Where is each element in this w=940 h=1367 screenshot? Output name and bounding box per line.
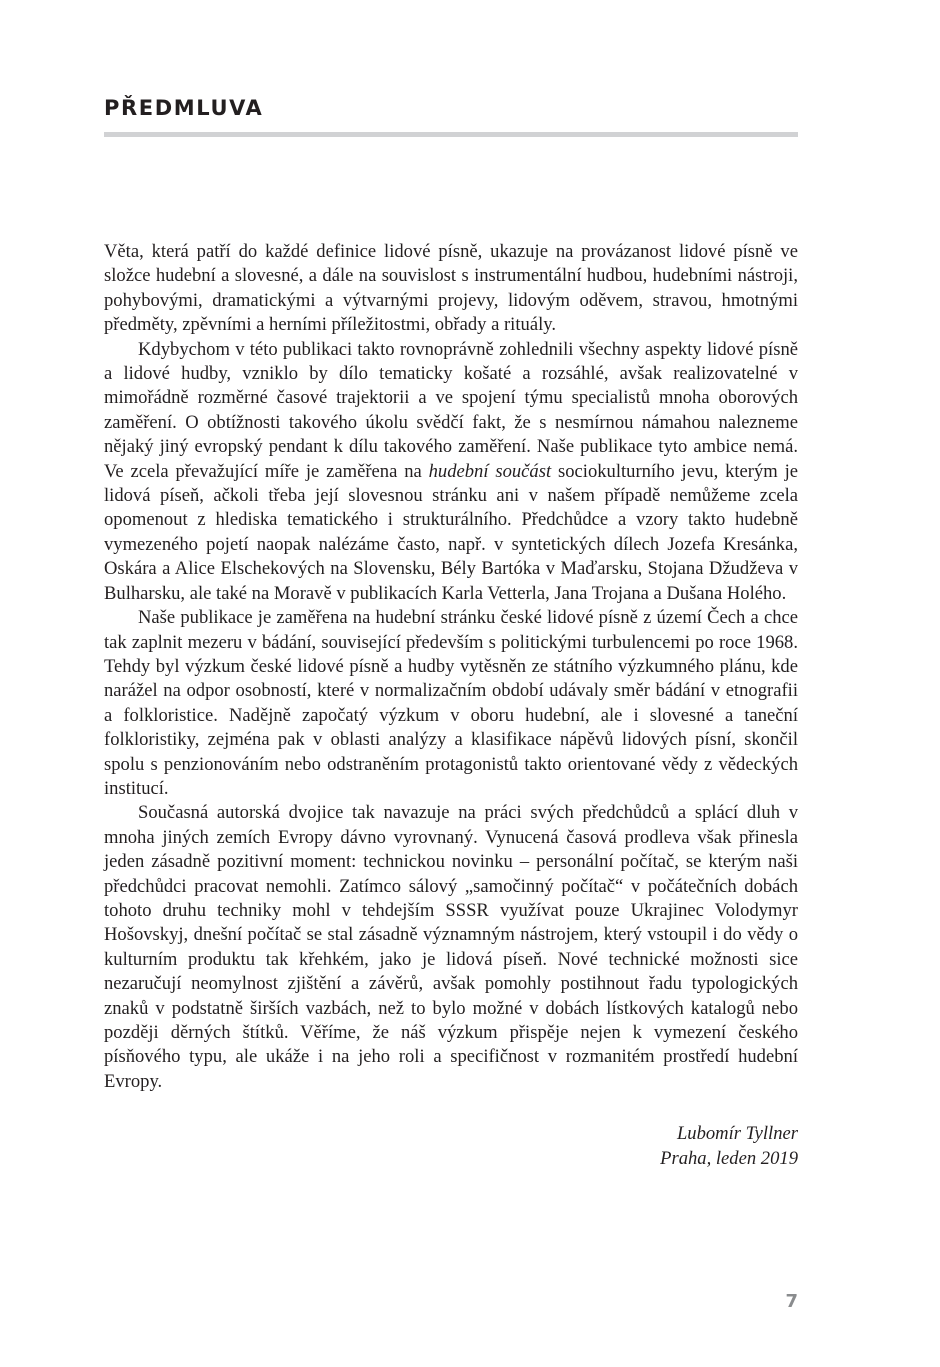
paragraph-3: Naše publikace je zaměřena na hudební stránku české lidové písně z území Čech a chce tak zaplnit mezeru v bádání, související především s politickými turbulencemi po roce 1968. Tehdy byl výzkum české lidové písně a hudby vytěsněn ze státního výzkumného plánu, kde narážel na odpor osobností, které v normalizačním období udávaly směr bádání v etnografii a folkloristice. Nadějně započatý výzkum v oboru hudební, ale i slovesné a taneční folkloristiky, zejména pak v oblasti analýzy a klasifikace nápěvů lidových písní, skončil spolu s penzionováním nebo odstraněním protagonistů takto orientované vědy z vědeckých institucí.	[104, 607, 798, 799]
paragraph-1: Věta, která patří do každé definice lidové písně, ukazuje na provázanost lidové písně ve složce hudební a slovesné, a dále na souvislost s instrumentální hudbou, hudebními nástroji, pohybovými, dramatickými a výtvarnými projevy, lidovým oděvem, stravou, hmotnými předměty, zpěvními a herními příležitostmi, obřady a rituály.	[104, 241, 798, 336]
paragraph-2-part-1: Kdybychom v této publikaci takto rovnoprávně zohlednili všechny aspekty lidové písně a lidové hudby, vzniklo by dílo tematicky košaté a rozsáhlé, avšak realizovatelné v mimořádně rozměrné časové trajektorii a ve spojení týmu specialistů mnoha oborových zaměření. O obtížnosti takového úkolu svědčí fakt, že s nesmírnou námahou nalezneme nějaký jiný evropský pendant k dílu takového zaměření. Naše publikace tyto ambice nemá. Ve zcela převažující míře je zaměřena na	[104, 338, 798, 482]
heading-underline-rule	[104, 132, 798, 137]
page-number: 7	[785, 1291, 798, 1312]
signature-block	[660, 1121, 798, 1171]
signature-place-date: Praha, leden 2019	[660, 1148, 798, 1169]
paragraph-2-part-2: sociokulturního jevu, kterým je lidová píseň, ačkoli třeba její slovesnou stránku ani v našem případě nemůžeme zcela opomenout z hlediska tematického i strukturálního. Předchůdce a vzory takto hudebně vymezeného pojetí naopak nalézáme často, např. v syntetických dílech Jozefa Kresánka, Oskára a Alice Elschekových na Slovensku, Bély Bartóka v Maďarsku, Stojana Džudževa v Bulharsku, ale také na Moravě v publikacích Karla Vetterla, Jana Trojana a Dušana Holého.	[104, 460, 799, 604]
signature-author: Lubomír Tyllner	[676, 1123, 798, 1144]
chapter-heading: PŘEDMLUVA	[104, 96, 264, 120]
paragraph-2-emphasis: hudební součást	[428, 460, 552, 482]
paragraph-4: Současná autorská dvojice tak navazuje na práci svých předchůdců a splácí dluh v mnoha jiných zemích Evropy dávno vyrovnaný. Vynucená časová prodleva však přinesla jeden zásadně pozitivní moment: technickou novinku – personální počítač, se kterým naši předchůdci pracovat nemohli. Zatímco sálový „samočinný počítač“ v počátečních dobách tohoto druhu techniky mohl v tehdejším SSSR využívat pouze Ukrajinec Volodymyr Hošovskyj, dnešní počítač se stal zásadně významným nástrojem, který vstoupil i do vědy o kulturním produktu tak křehkém, jako je lidová píseň. Nové technické možnosti sice nezaručují neomylnost zjištění a závěrů, avšak pomohly postihnout řadu typologických znaků v podstatně širších vazbách, než to bylo možné v dobách lístkových katalogů nebo později děrných štítků. Věříme, že náš výzkum přispěje nejen k vymezení českého písňového typu, ale ukáže i na jeho roli a specifičnost v rozmanitém prostředí hudební Evropy.	[104, 802, 798, 1092]
paragraph-2	[104, 338, 798, 606]
preface-body	[104, 240, 798, 1094]
